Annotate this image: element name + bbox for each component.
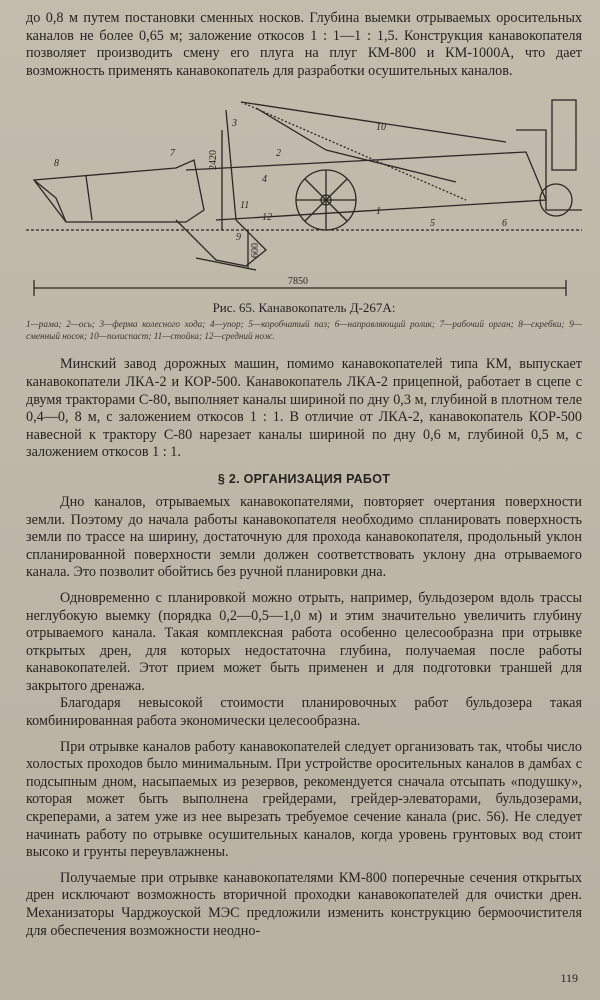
part-label-1: 1: [376, 206, 381, 218]
section-paragraph-4: При отрывке каналов работу канавокопателей следует организовать так, чтобы число холостых проходов было минимальным. При устройстве оросительных каналов в дамбах с подсыпным дном, насыпаемых из резервов, рекомендуется сначала отсыпать «подушку», которая может быть выполнена грейдерами, грейдер-элеваторами, бульдозерами, скреперами, а затем уже из нее вырезать требуемое сечение канала (рис. 56). Не следует начинать работу по отрывке осушительных каналов, когда уровень грунтовых вод стоит высоко и грунты переувлажнены.: [26, 738, 582, 861]
scraper-body: [34, 160, 204, 222]
part-label-5: 5: [430, 218, 435, 230]
section-paragraph-3: Благодаря невысокой стоимости планировочных работ бульдозера такая комбинированная работа экономически целесообразна.: [26, 695, 582, 730]
tractor-cab: [552, 100, 576, 170]
pulley-beam: [241, 102, 506, 142]
figure-legend: 1—рама; 2—ось; 3—ферма колесного хода; 4—упор; 5—коробчатый паз; 6—направляющий ролик; 7—рабочий орган; 8—скребки; 9—сменный носок; 10—полиспаст; 11—стойка; 12—средний нож.: [26, 319, 582, 341]
plough-body: [176, 220, 266, 266]
ditcher-drawing: [26, 90, 582, 298]
dimension-length-label: 7850: [288, 276, 308, 288]
figure-drawing: [26, 90, 582, 298]
section-heading: § 2. ОРГАНИЗАЦИЯ РАБОТ: [217, 471, 391, 486]
section-paragraph-5: Получаемые при отрывке канавокопателями КМ-800 поперечные сечения открытых дрен исключают возможность вторичной проходки канавокопателей для очистки дрен. Механизаторы Чарджоуской МЭС предложили изменить конструкцию бермоочистителя для обеспечения возможности неодно-: [26, 869, 582, 939]
part-label-8: 8: [54, 158, 59, 170]
body-paragraph: Минский завод дорожных машин, помимо канавокопателей типа КМ, выпускает канавокопатели ЛКА-2 и КОР-500. Канавокопатель ЛКА-2 прицепной, работает в сцепе с двумя тракторами С-80, выполняет каналы шириной по дну 0,3 м, глубиной в плотном теле 0,4—0, 8 м, с заложением откосов 1 : 1. В отличие от ЛКА-2, канавокопатель КОР-500 навесной к трактору С-80 нарезает каналы шириной по дну 0,6 м, глубиной 0,5 м, с заложением откосов 1 : 1.: [26, 356, 582, 461]
part-label-9: 9: [236, 232, 241, 244]
part-label-11: 11: [240, 200, 250, 212]
page-number: 119: [560, 971, 578, 985]
part-label-7: 7: [170, 148, 175, 160]
dimension-height-label: 2420: [208, 150, 219, 171]
section-paragraph-2: Одновременно с планировкой можно отрыть, например, бульдозером вдоль трассы неглубокую выемку (порядка 0,2—0,5—1,0 м) и этим значительно увеличить глубину отрываемого канала. Такая комплексная работа особенно целесообразна при отрывке открытых дрен, для которых недостаточна глубина, получаемая после работы канавокопателей. Этот прием может быть применен и для подготовки траншей для закрытого дренажа.: [26, 589, 582, 694]
part-label-4: 4: [262, 174, 267, 186]
figure-caption: Рис. 65. Канавокопатель Д-267А:: [212, 300, 396, 316]
part-label-12: 12: [262, 212, 272, 224]
part-label-3: 3: [232, 118, 237, 130]
part-label-6: 6: [502, 218, 507, 230]
plough-nose: [196, 258, 256, 270]
scraper-rib: [86, 176, 92, 220]
truss-a: [256, 108, 326, 150]
part-label-2: 2: [276, 148, 281, 160]
chain: [241, 102, 466, 200]
intro-paragraph: до 0,8 м путем постановки сменных носков. Глубина выемки отрываемых оросительных каналов не более 0,65 м; заложение откосов 1 : 1—1 : 1,5. Конструкция канавокопателя позволяет производить смену его плуга на плуг КМ-800 и КМ-1000А, что дает возможность применять канавокопатель для разработки осушительных каналов.: [26, 10, 582, 79]
part-label-10: 10: [376, 122, 386, 134]
dimension-depth-label: 600: [250, 243, 261, 259]
section-paragraph-1: Дно каналов, отрываемых канавокопателями, повторяет очертания поверхности земли. Поэтому до начала работы канавокопателя необходимо спланировать поверхность земли по трассе на ширину, достаточную для прохода канавокопателя, продольный уклон спланированной поверхности земли должен соответствовать уклону дна отрываемого канала. Это позволит обойтись без ручной планировки дна.: [26, 493, 582, 581]
